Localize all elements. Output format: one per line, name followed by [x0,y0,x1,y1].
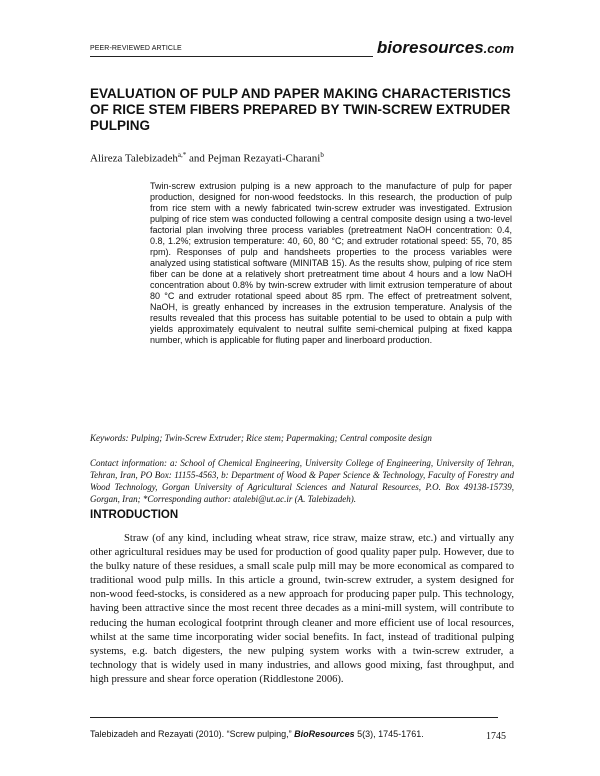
citation-prefix: Talebizadeh and Rezayati (2010). “Screw pulping,” [90,729,295,739]
header-section-label: PEER-REVIEWED ARTICLE [90,45,186,52]
abstract: Twin-screw extrusion pulping is a new approach to the manufacture of pulp for paper production, designed for non-wood feedstocks. In this research, the production of pulp from rice stem with a newly fabricated twin-screw extruder was investigated. Extrusion pulping of rice stem was conducted following a central composite design using a two-level factorial plan involving three process variables (pretreatment NaOH concentration: 0.4, 0.8, 1.2%; extrusion temperature: 40, 60, 80 °C; and extruder rotational speed: 55, 70, 85 rpm). Responses of pulp and handsheets properties to the process variables were analyzed using statistical software (MINITAB 15). As the results show, pulping of rice stem fiber can be done at a relatively short pretreatment time about 4 hours and a low NaOH concentration about 0.8% by twin-screw extruder with limit extrusion temperature of about 80 °C and extruder rotational speed about 85 rpm. The effect of pretreatment solvent, NaOH, is greatly enhanced by increases in the extrusion temperature. Analysis of the results revealed that this process has suitable potential to be used to obtain a pulp with yields approximately equivalent to neutral sulfite semi-chemical pulping at fixed kappa number, which is applicable for fluting paper and linerboard production. [150,181,512,345]
citation-suffix: 5(3), 1745-1761. [354,729,424,739]
author-2-affiliation: b [320,151,324,159]
header-site-name [373,38,514,59]
author-conjunction: and [186,152,208,165]
running-header [90,38,514,60]
footer-rule [90,717,498,718]
header-site-main: bioresources [376,38,484,57]
author-2: Pejman Rezayati-Charani [207,152,321,165]
author-1-affiliation: a,* [177,151,187,159]
contact-information: Contact information: a: School of Chemical Engineering, University College of Engineering, University of Tehran, Tehran, Iran, PO Box: 11155-4563, b: Department of Wood & Paper Science & Technology, Faculty of Forestry and Wood Technology, Gorgan University of Agricultural Sciences and Natural Resources, P.O. Box 49138-15739, Gorgan, Iran; *Corresponding author: atalebi@ut.ac.ir (A. Talebizadeh). [90,458,514,505]
section-heading-introduction: INTRODUCTION [90,509,179,521]
header-site-suffix: .com [483,41,514,56]
keywords: Keywords: Pulping; Twin-Screw Extruder; Rice stem; Papermaking; Central composite design [90,433,432,443]
introduction-paragraph: Straw (of any kind, including wheat straw, rice straw, maize straw, etc.) and virtually any other agricultural residues may be used for production of good quality paper pulp. However, due to the bulky nature of these residues, a small scale pulp mill may be more economical as compared to traditional wood pulp mills. In this article a ground, twin-screw extruder, a system designed for non-wood feed-stocks, is considered as a new approach for producing paper pulp. This technology, having been attractive since the most recent three decades as a mini-mill system, will contribute to reducing the human ecological footprint through cleaner and more efficient use of local resources, whilst at the same time incorporating wider social benefits. In fact, instead of traditional pulping systems, e.g. batch digesters, the new pulping system works with a twin-screw extruder, a technology that is widely used in many industries, and allows good mixing, fast throughput, and high pressure and shear force operation (Riddlestone 2006). [90,533,514,685]
paper-title: EVALUATION OF PULP AND PAPER MAKING CHARACTERISTICS OF RICE STEM FIBERS PREPARED BY TWIN-SCREW EXTRUDER PULPING [90,86,511,133]
footer-citation [90,729,424,739]
citation-journal: BioResources [294,729,355,739]
author-line [90,151,324,165]
author-1: Alireza Talebizadeh [90,152,178,165]
page-number: 1745 [486,731,506,742]
